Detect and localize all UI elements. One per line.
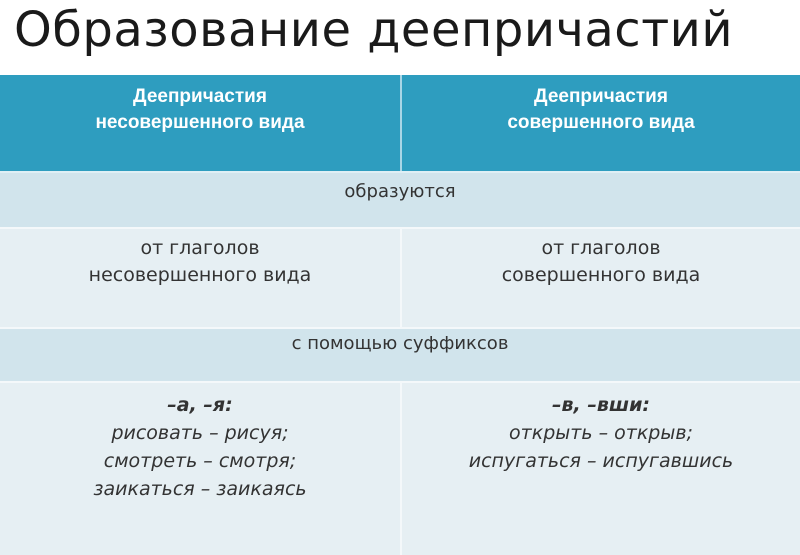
example-line: испугаться – испугавшись	[468, 450, 734, 472]
examples-imperfective	[0, 381, 400, 555]
page-title: Образование деепричастий	[14, 2, 734, 58]
from-verbs-imperfective-line2: несовершенного вида	[88, 264, 312, 286]
suffixes-label: с помощью суффиксов	[291, 333, 509, 354]
header-imperfective-line1: Деепричастия	[133, 86, 267, 107]
header-perfective	[400, 75, 800, 171]
table-header-row	[0, 75, 800, 171]
example-line: рисовать – рисуя;	[111, 422, 289, 444]
header-perfective-line2: совершенного вида	[507, 112, 695, 133]
row-separator	[0, 327, 800, 329]
header-imperfective-line2: несовершенного вида	[95, 112, 305, 133]
from-verbs-imperfective-line1: от глаголов	[140, 237, 260, 259]
formed-label: образуются	[344, 181, 456, 202]
example-line: открыть – открыв;	[509, 422, 693, 444]
row-separator	[0, 381, 800, 383]
suffixes-imperfective: –а, –я:	[167, 394, 233, 416]
table-row-examples	[0, 381, 800, 555]
suffixes-perfective: –в, –вши:	[552, 394, 650, 416]
table-row-from-verbs	[0, 227, 800, 327]
example-line: заикаться – заикаясь	[93, 478, 307, 500]
table-row-suffixes	[0, 327, 800, 381]
from-verbs-perfective	[400, 227, 800, 327]
from-verbs-perfective-line2: совершенного вида	[501, 264, 701, 286]
header-perfective-line1: Деепричастия	[534, 86, 668, 107]
table-row-formed	[0, 173, 800, 227]
row-separator	[0, 227, 800, 229]
header-imperfective	[0, 75, 400, 171]
from-verbs-imperfective	[0, 227, 400, 327]
examples-perfective	[400, 381, 800, 555]
example-line: смотреть – смотря;	[103, 450, 297, 472]
from-verbs-perfective-line1: от глаголов	[541, 237, 661, 259]
comparison-table	[0, 75, 800, 555]
